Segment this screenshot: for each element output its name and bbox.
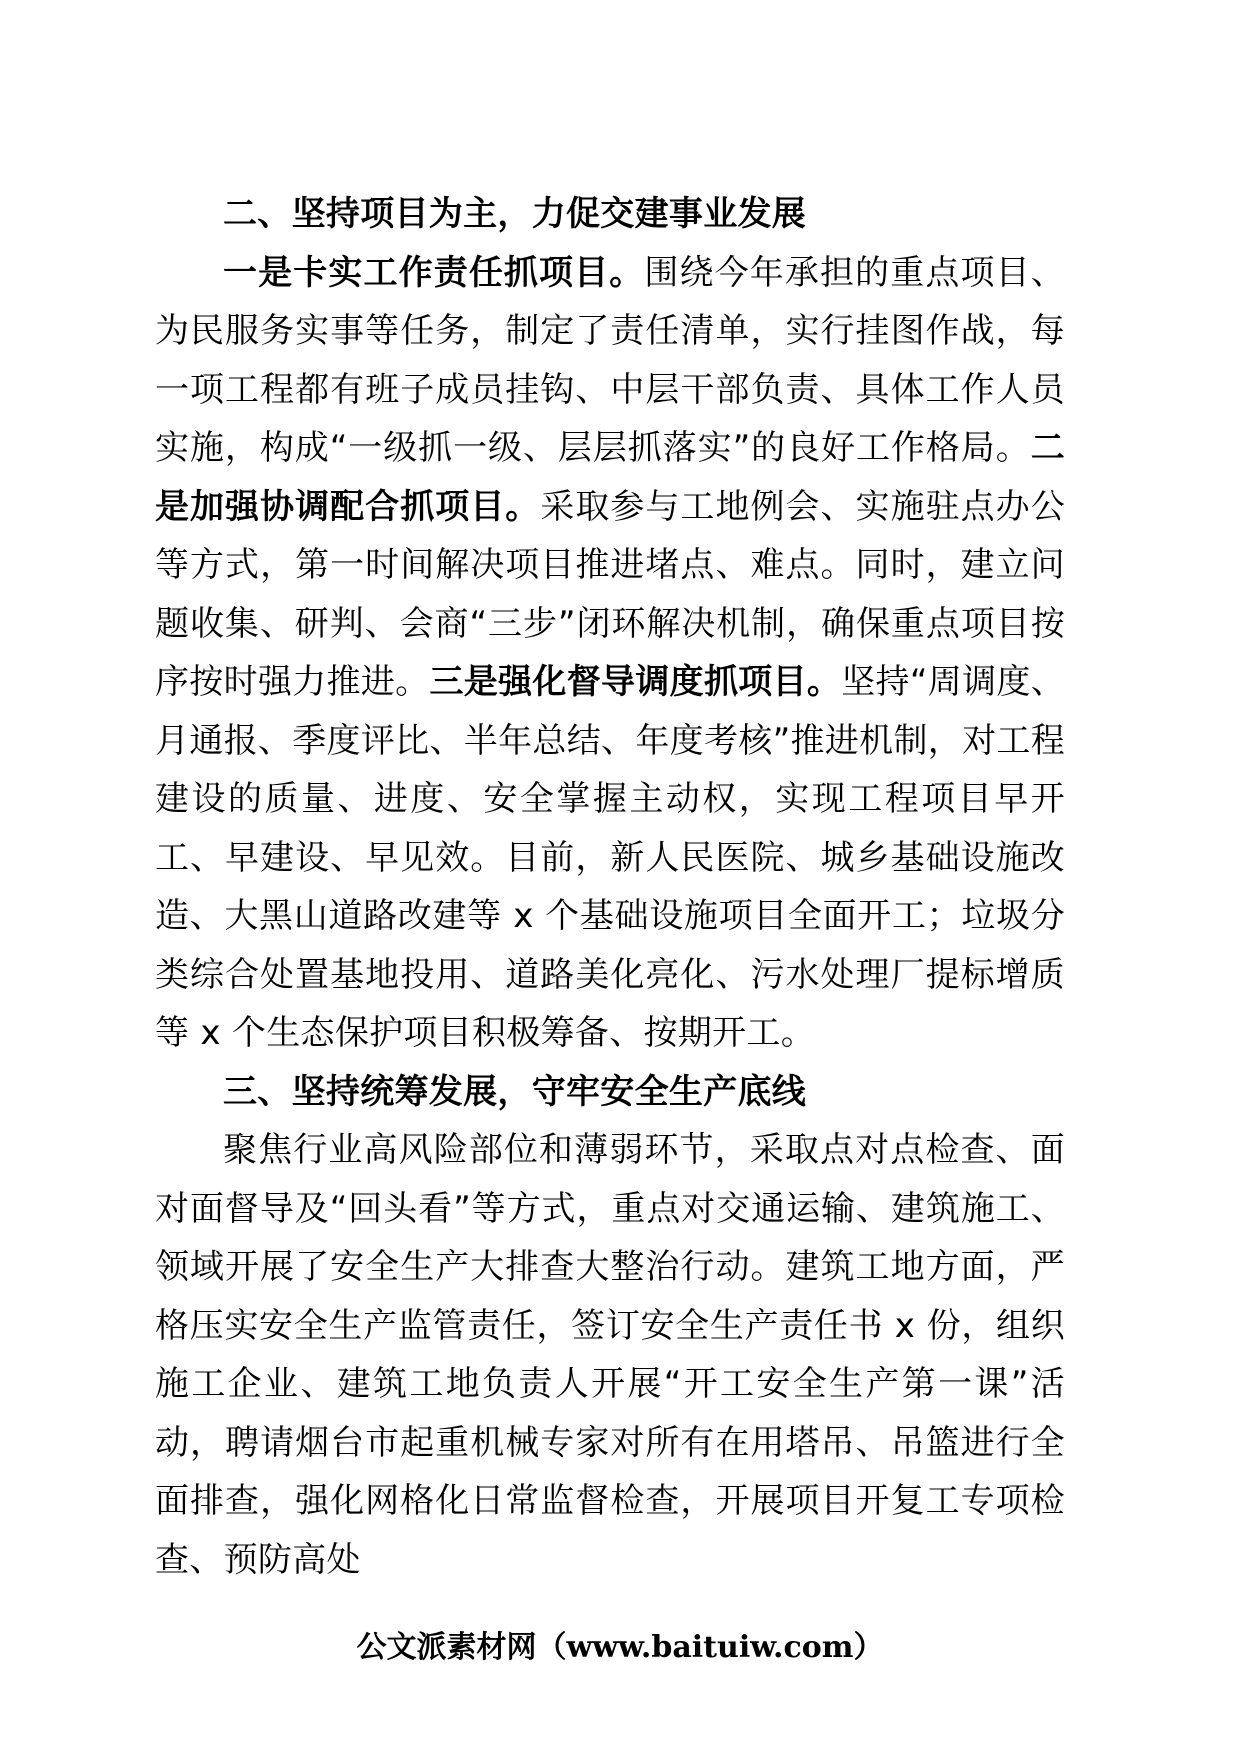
- section-heading-3: 三、坚持统筹发展，守牢安全生产底线: [223, 1071, 807, 1112]
- lead-phrase: 三是强化督导调度抓项目。: [429, 662, 842, 702]
- page-footer: 公文派素材网（www.baituiw.com）: [356, 1630, 884, 1665]
- paragraph-text: 坚持“周调度、月通报、季度评比、半年总结、年度考核”推进机制，对工程建设的质量、进度、安全掌握主动权，实现工程项目早开工、早建设、早见效。目前，新人民医院、城乡基础设施改造、大黑山道路改建等 x 个基础设施项目全面开工；垃圾分类综合处置基地投用、道路美化亮化、污水处理厂提标增质等 x 个生态保护项目积极筹备、按期开工。: [155, 662, 1065, 1053]
- document-body: [155, 185, 1065, 1589]
- body-paragraph: [155, 1121, 1065, 1589]
- lead-phrase: 二是加强协调配合抓项目。: [155, 428, 1065, 527]
- paragraph-text: 聚焦行业高风险部位和薄弱环节，采取点对点检查、面对面督导及“回头看”等方式，重点对交通运输、建筑施工、领域开展了安全生产大排查大整治行动。建筑工地方面，严格压实安全生产监管责任，签订安全生产责任书 x 份，组织施工企业、建筑工地负责人开展“开工安全生产第一课”活动，聘请烟台市起重机械专家对所有在用塔吊、吊篮进行全面排查，强化网格化日常监督检查，开展项目开复工专项检查、预防高处: [155, 1130, 1065, 1580]
- paragraph-text: 围绕今年承担的重点项目、为民服务实事等任务，制定了责任清单，实行挂图作战，每一项工程都有班子成员挂钩、中层干部负责、具体工作人员实施，构成“一级抓一级、层层抓落实”的良好工作格局。: [155, 252, 1065, 468]
- body-paragraph: [155, 244, 1065, 1063]
- paragraph-text: 采取参与工地例会、实施驻点办公等方式，第一时间解决项目推进堵点、难点。同时，建立问题收集、研判、会商“三步”闭环解决机制，确保重点项目按序按时强力推进。: [155, 486, 1065, 702]
- lead-phrase: 一是卡实工作责任抓项目。: [223, 252, 645, 293]
- section-heading-2: 二、坚持项目为主，力促交建事业发展: [223, 194, 807, 234]
